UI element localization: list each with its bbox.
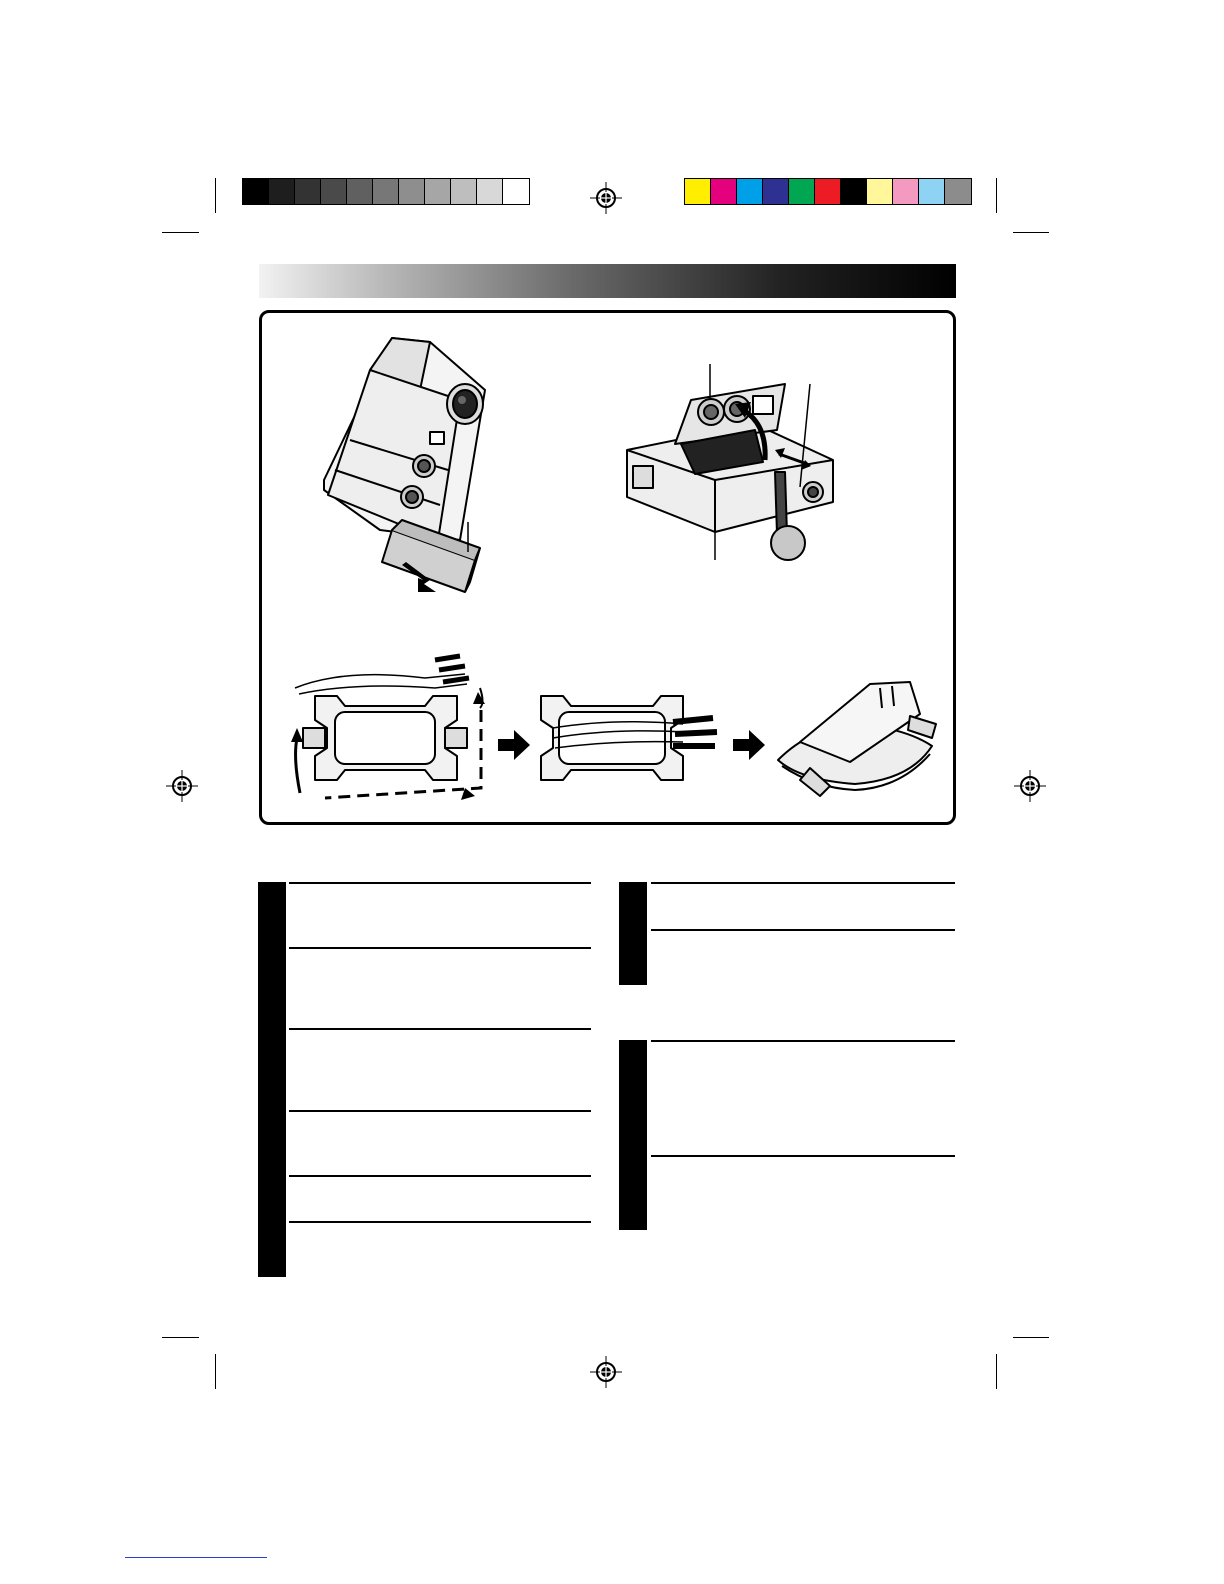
section-rule — [289, 947, 591, 949]
grayscale-calibration-strip — [242, 178, 530, 205]
gray-swatch — [477, 179, 503, 204]
section-rule — [289, 1175, 591, 1177]
section-rule — [651, 929, 955, 931]
section-rule — [289, 882, 591, 884]
crop-mark-bottom-right-h — [1013, 1337, 1049, 1338]
color-swatch — [919, 179, 945, 204]
gray-swatch — [321, 179, 347, 204]
section-tab-right-upper — [619, 882, 647, 985]
gray-swatch — [451, 179, 477, 204]
gray-swatch — [503, 179, 529, 204]
right-arrow-icon — [498, 730, 530, 760]
crop-mark-top-left-v — [215, 178, 216, 213]
cable-wrap-step1-icon — [285, 648, 495, 803]
gray-swatch — [243, 179, 269, 204]
camcorder-battery-icon — [310, 330, 510, 600]
color-swatch — [763, 179, 789, 204]
color-swatch — [685, 179, 711, 204]
section-tab-right-lower — [619, 1040, 647, 1230]
section-rule — [651, 1155, 955, 1157]
color-swatch — [789, 179, 815, 204]
gray-swatch — [347, 179, 373, 204]
gray-swatch — [425, 179, 451, 204]
color-swatch — [945, 179, 971, 204]
section-rule — [289, 1028, 591, 1030]
gray-swatch — [269, 179, 295, 204]
crop-mark-bottom-left-v — [215, 1354, 216, 1389]
gray-swatch — [373, 179, 399, 204]
crop-mark-bottom-left-h — [162, 1337, 199, 1338]
color-swatch — [815, 179, 841, 204]
crop-mark-top-left-h — [162, 232, 199, 233]
registration-target-icon — [590, 1356, 622, 1388]
section-rule — [651, 882, 955, 884]
footer-underline — [125, 1557, 267, 1558]
color-swatch — [841, 179, 867, 204]
registration-target-icon — [590, 182, 622, 214]
section-rule — [289, 1221, 591, 1223]
section-rule — [289, 1110, 591, 1112]
gray-swatch — [295, 179, 321, 204]
crop-mark-bottom-right-v — [996, 1354, 997, 1389]
gray-swatch — [399, 179, 425, 204]
registration-target-icon — [1014, 770, 1046, 802]
ac-adapter-icon — [615, 362, 865, 567]
color-swatch — [867, 179, 893, 204]
section-header-bar — [259, 264, 956, 298]
right-arrow-icon — [733, 730, 765, 760]
section-tab-left — [258, 882, 286, 1277]
color-swatch — [711, 179, 737, 204]
color-calibration-strip — [684, 178, 972, 205]
cable-wrap-step2-icon — [533, 688, 728, 788]
crop-mark-top-right-h — [1013, 232, 1049, 233]
section-rule — [651, 1040, 955, 1042]
crop-mark-top-right-v — [996, 178, 997, 213]
cable-wrap-finished-icon — [770, 668, 940, 803]
color-swatch — [893, 179, 919, 204]
color-swatch — [737, 179, 763, 204]
registration-target-icon — [166, 770, 198, 802]
